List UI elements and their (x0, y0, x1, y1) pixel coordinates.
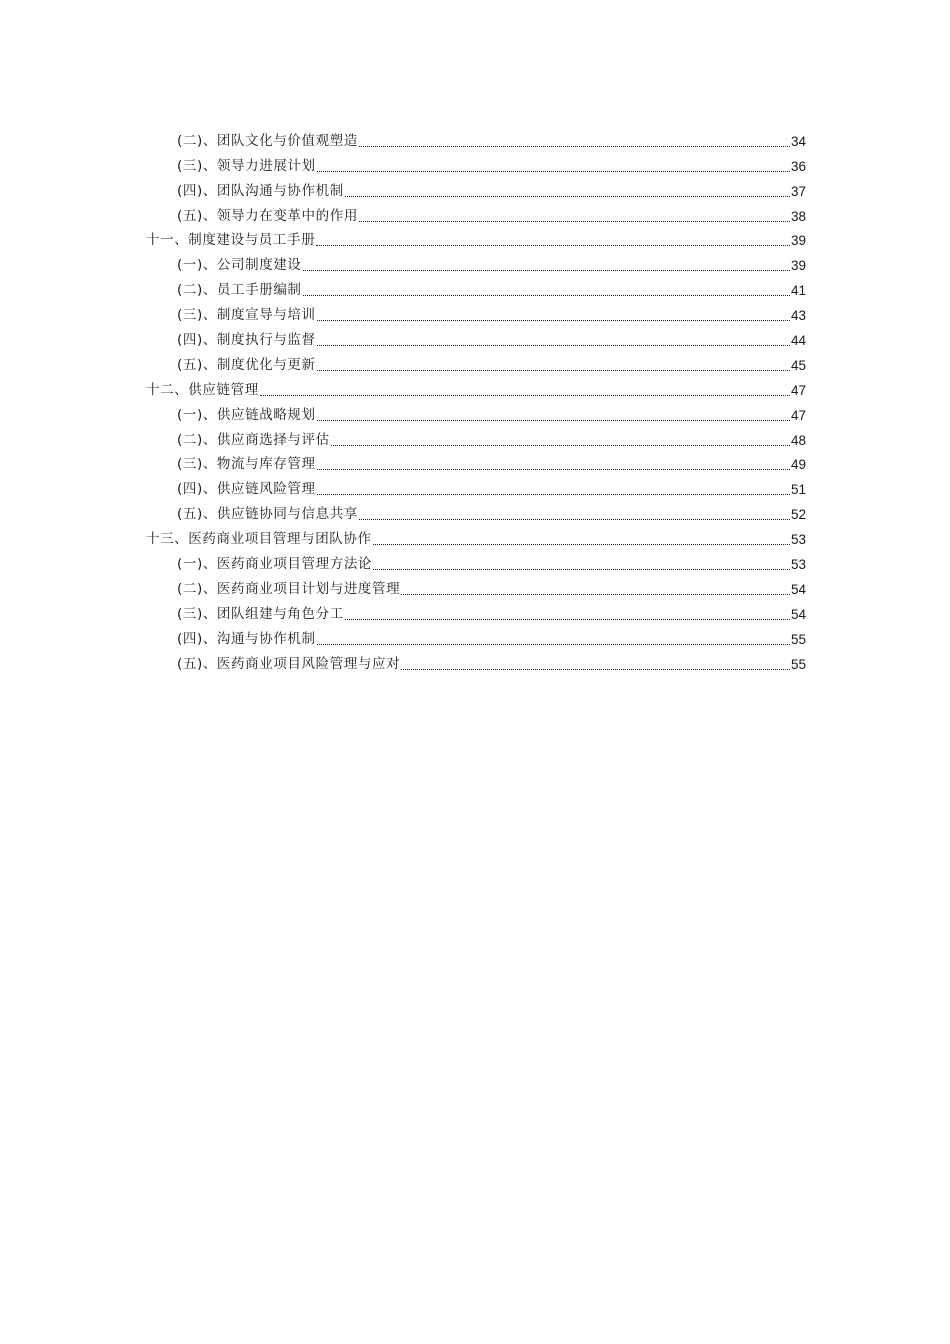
toc-entry-title: (二)、员工手册编制 (177, 282, 302, 299)
toc-entry[interactable] (146, 598, 806, 623)
toc-dot-leader (345, 183, 790, 200)
toc-chapter-title: 十一、制度建设与员工手册 (146, 232, 316, 249)
toc-entry[interactable] (146, 424, 806, 449)
toc-page-number: 51 (790, 482, 806, 498)
toc-page-number: 41 (790, 283, 806, 299)
toc-page-number: 39 (790, 258, 806, 274)
toc-dot-leader (303, 282, 790, 299)
toc-page-number: 53 (790, 532, 806, 548)
toc-entry[interactable] (146, 349, 806, 374)
toc-dot-leader (303, 257, 790, 274)
toc-entry[interactable] (146, 175, 806, 200)
toc-page-number: 34 (790, 133, 806, 149)
toc-chapter-entry[interactable] (146, 374, 806, 399)
toc-dot-leader (317, 481, 790, 498)
toc-entry-title: (四)、沟通与协作机制 (177, 630, 316, 647)
toc-entry[interactable] (146, 299, 806, 324)
toc-page-number: 54 (790, 606, 806, 622)
toc-entry[interactable] (146, 200, 806, 225)
toc-page-number: 37 (790, 183, 806, 199)
toc-entry[interactable] (146, 399, 806, 424)
toc-dot-leader (260, 382, 790, 399)
toc-entry-title: (二)、供应商选择与评估 (177, 431, 330, 448)
toc-chapter-entry[interactable] (146, 225, 806, 250)
toc-entry-title: (三)、物流与库存管理 (177, 456, 316, 473)
toc-page-number: 47 (790, 407, 806, 423)
toc-page-number: 49 (790, 457, 806, 473)
toc-page-number: 52 (790, 507, 806, 523)
toc-entry-title: (三)、领导力进展计划 (177, 157, 316, 174)
toc-page-number: 53 (790, 557, 806, 573)
toc-entry-title: (三)、团队组建与角色分工 (177, 605, 344, 622)
toc-entry-title: (三)、制度宣导与培训 (177, 307, 316, 324)
toc-page-number: 39 (790, 233, 806, 249)
toc-entry[interactable] (146, 648, 806, 673)
toc-chapter-title: 十三、医药商业项目管理与团队协作 (146, 531, 372, 548)
toc-dot-leader (317, 407, 790, 424)
toc-dot-leader (317, 357, 790, 374)
toc-entry[interactable] (146, 324, 806, 349)
toc-dot-leader (359, 208, 790, 225)
table-of-contents (146, 125, 806, 673)
toc-dot-leader (317, 456, 790, 473)
toc-entry[interactable] (146, 548, 806, 573)
toc-dot-leader (317, 332, 790, 349)
toc-dot-leader (345, 606, 790, 623)
toc-page-number: 36 (790, 158, 806, 174)
toc-dot-leader (359, 133, 790, 150)
toc-entry[interactable] (146, 150, 806, 175)
toc-page-number: 44 (790, 333, 806, 349)
toc-page-number: 48 (790, 432, 806, 448)
toc-dot-leader (317, 158, 790, 175)
toc-entry-title: (二)、医药商业项目计划与进度管理 (177, 580, 401, 597)
toc-dot-leader (317, 307, 790, 324)
toc-entry-title: (一)、供应链战略规划 (177, 406, 316, 423)
toc-dot-leader (317, 631, 790, 648)
toc-page-number: 47 (790, 382, 806, 398)
toc-page-number: 55 (790, 631, 806, 647)
toc-dot-leader (401, 581, 790, 598)
toc-entry-title: (五)、供应链协同与信息共享 (177, 506, 358, 523)
toc-dot-leader (316, 232, 790, 249)
toc-entry-title: (四)、团队沟通与协作机制 (177, 182, 344, 199)
toc-dot-leader (401, 656, 790, 673)
toc-page-number: 43 (790, 308, 806, 324)
toc-entry-title: (一)、公司制度建设 (177, 257, 302, 274)
toc-dot-leader (331, 432, 790, 449)
toc-entry[interactable] (146, 623, 806, 648)
toc-page-number: 45 (790, 357, 806, 373)
toc-page-number: 38 (790, 208, 806, 224)
toc-entry[interactable] (146, 498, 806, 523)
toc-entry-title: (五)、领导力在变革中的作用 (177, 207, 358, 224)
toc-entry-title: (四)、制度执行与监督 (177, 332, 316, 349)
toc-dot-leader (373, 531, 790, 548)
toc-entry[interactable] (146, 249, 806, 274)
toc-entry-title: (五)、制度优化与更新 (177, 356, 316, 373)
toc-entry[interactable] (146, 573, 806, 598)
toc-entry[interactable] (146, 473, 806, 498)
toc-entry[interactable] (146, 274, 806, 299)
toc-entry-title: (一)、医药商业项目管理方法论 (177, 556, 373, 573)
toc-entry-title: (四)、供应链风险管理 (177, 481, 316, 498)
toc-dot-leader (373, 556, 790, 573)
toc-chapter-title: 十二、供应链管理 (146, 381, 259, 398)
toc-entry-title: (二)、团队文化与价值观塑造 (177, 132, 358, 149)
toc-entry-title: (五)、医药商业项目风险管理与应对 (177, 655, 401, 672)
toc-page-number: 55 (790, 656, 806, 672)
toc-dot-leader (359, 506, 790, 523)
toc-entry[interactable] (146, 125, 806, 150)
toc-entry[interactable] (146, 449, 806, 474)
toc-chapter-entry[interactable] (146, 523, 806, 548)
toc-page-number: 54 (790, 581, 806, 597)
